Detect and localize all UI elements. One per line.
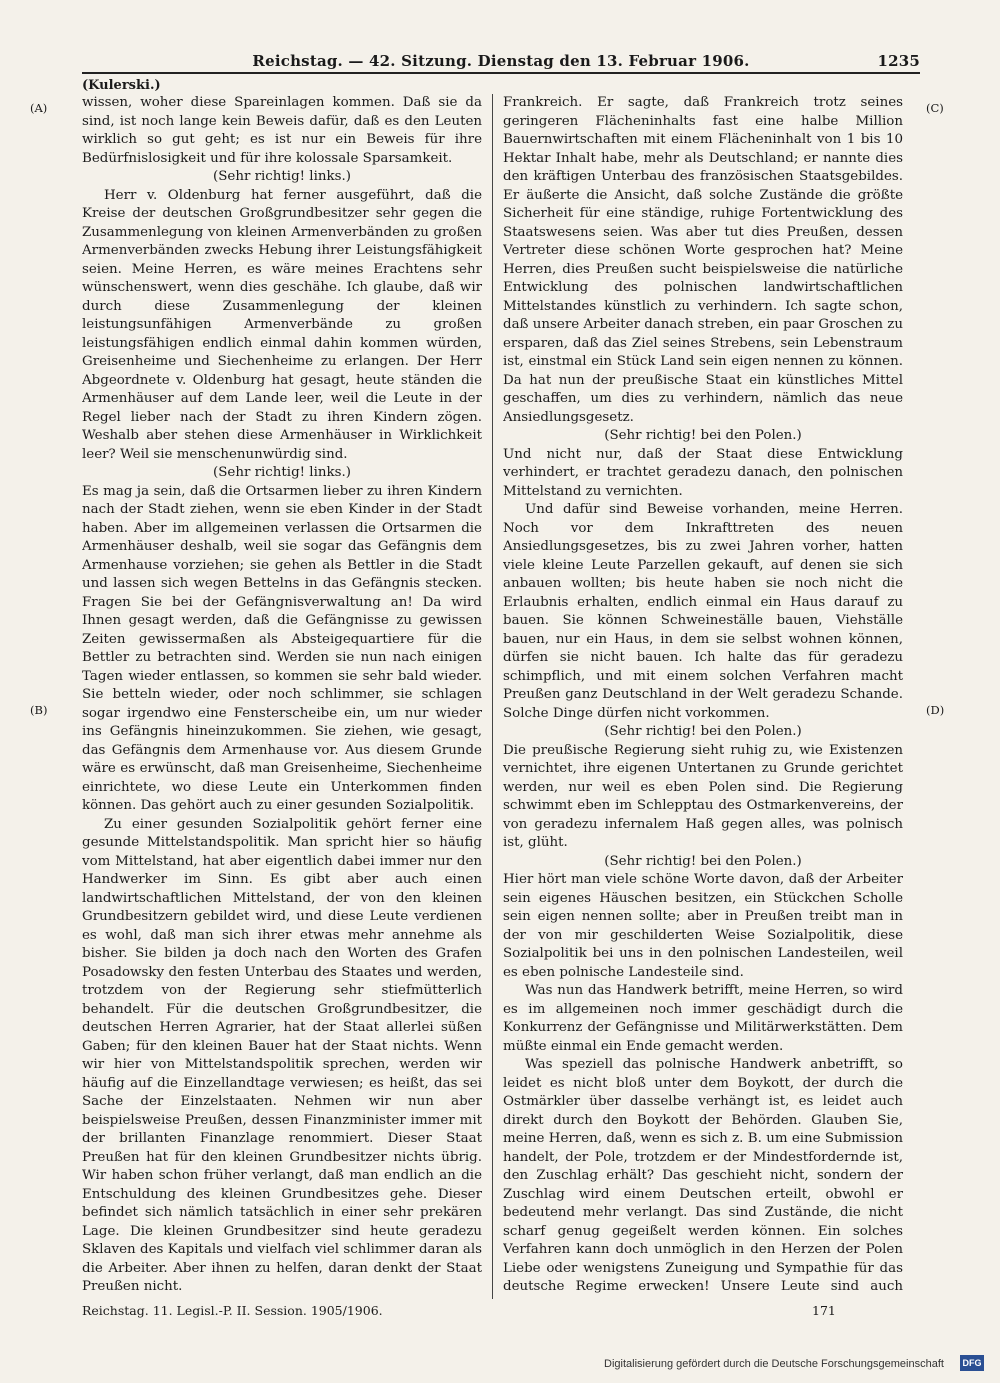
interjection: (Sehr richtig! bei den Polen.) [604,428,802,443]
interjection: (Sehr richtig! bei den Polen.) [604,724,802,739]
page-number: 1235 [877,52,920,70]
paragraph: Frankreich. Er sagte, daß Frankreich trotz seines geringeren Flächeninhalts fast eine halbe Million Bauernwirtschaften mit einem Flächeninhalt von 1 bis 10 Hektar Inhalt habe, mehr als Deutschland; er nannte dies den kräftigen Unterbau des französischen Staatsgebildes. Er äußerte die Ansicht, daß solche Zustände die größte Sicherheit für eine ständige, ruhige Fortentwicklung des Staatswesens seien. Was aber tut dies Preußen, dessen Vertreter diese schönen Worte gesprochen hat? Meine Herren, dies Preußen sucht beispielsweise die natürliche Entwicklung des polnischen landwirtschaftlichen Mittelstandes künstlich zu verhindern. Ich sagte schon, daß unsere Arbeiter danach streben, ein paar Groschen zu ersparen, daß das Ziel seines Strebens, sein Lebenstraum ist, einstmal ein Stück Land sein eigen nennen zu können. Da hat nun der preußische Staat ein künstliches Mittel geschaffen, um dies zu verhindern, nämlich das neue Ansiedlungsgesetz. [503,95,903,425]
paragraph: Was nun das Handwerk betrifft, meine Herren, so wird es im allgemeinen noch immer geschädigt durch die Konkurrenz der Gefängnisse und Militärwerkstätten. Dem müßte einmal ein Ende gemacht werden. [503,983,903,1054]
interjection: (Sehr richtig! links.) [213,465,351,480]
margin-marker-c: (C) [926,101,944,115]
paragraph: Was speziell das polnische Handwerk anbetrifft, so leidet es nicht bloß unter dem Boykott, der durch die Ostmärkler über dasselbe verhängt ist, es leidet auch direkt durch den Boykott der Behörden. Glauben Sie, meine Herren, daß, wenn es sich z. B. um eine Submission handelt, der Pole, trotzdem er der Mindestfordernde ist, den Zuschlag erhält? Das geschieht nicht, sondern der Zuschlag wird einem Deutschen erteilt, obwohl er bedeutend mehr verlangt. Das sind Zustände, die nicht scharf genug gegeißelt werden können. Ein solches Verfahren kann doch unmöglich in den Herzen der Polen Liebe oder wenigstens Zuneigung und Sympathie für das deutsche Regime erwecken! Unsere Leute sind auch [503,1057,903,1294]
right-text-column [503,94,903,1299]
speaker-name: (Kulerski.) [82,78,161,93]
digitization-note: Digitalisierung gefördert durch die Deutsche Forschungsgemeinschaft [604,1358,944,1370]
page-header [82,52,920,74]
paragraph: Die preußische Regierung sieht ruhig zu, wie Existenzen vernichtet, ihre eigenen Untertanen zu Grunde gerichtet werden, nur weil es eben Polen sind. Die Regierung schwimmt eben im Schlepptau des Ostmarkenvereins, der von geradezu infernalem Haß gegen alles, was polnisch ist, glüht. [503,742,903,850]
left-text-column [82,94,482,1299]
column-divider [492,94,493,1299]
margin-marker-a: (A) [30,101,48,115]
paragraph: Und dafür sind Beweise vorhanden, meine Herren. Noch vor dem Inkrafttreten des neuen Ansiedlungsgesetzes, bis zu zwei Jahren vorher, hatten viele kleine Leute Parzellen gekauft, auf denen sie sich anbauen wollten; bis heute haben sie noch nicht die Erlaubnis erhalten, endlich einmal ein Haus darauf zu bauen. Sie können Schweineställe bauen, Viehställe bauen, nur ein Haus, in dem sie selbst wohnen können, dürfen sie nicht bauen. Ich halte das für geradezu schimpflich, und mit einem solchen Verfahren macht Preußen ganz Deutschland in der Welt geradezu Schande. Solche Dinge dürfen nicht vorkommen. [503,502,903,721]
paragraph: Herr v. Oldenburg hat ferner ausgeführt, daß die Kreise der deutschen Großgrundbesitzer sehr gegen die Zusammenlegung von kleinen Armenverbänden zu großen Armenverbänden zwecks Hebung ihrer Leistungsfähigkeit seien. Meine Herren, es wäre meines Erachtens sehr wünschenswert, wenn dies geschähe. Ich glaube, daß wir durch diese Zusammenlegung der kleinen leistungsunfähigen Armenverbände zu großen leistungsfähigen endlich einmal dahin kommen würden, Greisenheime und Siechenheime zu erlangen. Der Herr Abgeordnete v. Oldenburg hat gesagt, heute ständen die Armenhäuser auf dem Lande leer, weil die Leute in der Regel lieber nach der Stadt zu ihren Kindern zögen. Weshalb aber stehen diese Armenhäuser in Wirklichkeit leer? Weil sie menschenunwürdig sind. [82,187,482,462]
interjection: (Sehr richtig! bei den Polen.) [604,853,802,869]
paragraph: Und nicht nur, daß der Staat diese Entwicklung verhindert, er trachtet geradezu danach, den polnischen Mittelstand zu vernichten. [503,446,903,499]
paragraph: Zu einer gesunden Sozialpolitik gehört ferner eine gesunde Mittelstandspolitik. Man spricht hier so häufig vom Mittelstand, hat aber eigentlich dabei immer nur den Handwerker im Sinn. Es gibt aber auch einen landwirtschaftlichen Mittelstand, der von den kleinen Grundbesitzern gebildet wird, und diese Leute verdienen es wohl, daß man sich ihrer etwas mehr annehme als bisher. Sie bilden ja doch nach den Worten des Grafen Posadowsky den festen Unterbau des Staates und werden, trotzdem von der Regierung sehr stiefmütterlich behandelt. Für die deutschen Großgrundbesitzer, die deutschen Herren Agrarier, hat der Staat allerlei süßen Gaben; für den kleinen Bauer hat der Staat nichts. Wenn wir hier von Mittelstandspolitik sprechen, werden wir häufig auf die Einzellandtage verwiesen; es heißt, das sei Sache der Einzelstaaten. Nehmen wir nun aber beispielsweise Preußen, dessen Finanzminister immer mit der brillanten Finanzlage renommiert. Dieser Staat Preußen hat für den kleinen Grundbesitzer nichts übrig. Wir haben schon früher verlangt, daß man endlich an die Entschuldung des kleinen Grundbesitzes gehe. Dieser befindet sich nämlich tatsächlich in einer sehr prekären Lage. Die kleinen Grundbesitzer sind heute geradezu Sklaven des Kapitals und vielfach viel schlimmer daran als die Arbeiter. Aber ihnen zu helfen, daran denkt der Staat Preußen nicht. [82,816,482,1294]
paragraph: Es mag ja sein, daß die Ortsarmen lieber zu ihren Kindern nach der Stadt ziehen, wenn sie eben Kinder in der Stadt haben. Aber im allgemeinen verlassen die Ortsarmen die Armenhäuser deshalb, weil sie sogar das Gefängnis dem Armenhause vorziehen; sie gehen als Bettler in die Stadt und lassen sich wegen Bettelns in das Gefängnis stecken. Fragen Sie bei der Gefängnisverwaltung an! Da wird Ihnen gesagt werden, daß die Gefängnisse zu gewissen Zeiten gewissermaßen als Absteigequartiere für die Bettler zu betrachten sind. Werden sie nun nach einigen Tagen wieder entlassen, so kommen sie sehr bald wieder. Sie betteln wieder, oder noch schlimmer, sie schlagen sogar irgendwo eine Fensterscheibe ein, um nur wieder ins Gefängnis hineinzukommen. Sie ziehen, wie gesagt, das Gefängnis dem Armenhause vor. Aus diesem Grunde wäre es erwünscht, daß man Greisenheime, Siechenheime einrichtete, wo diese Leute ein Unterkommen finden können. Das gehört auch zu einer gesunden Sozialpolitik. [82,483,482,813]
paragraph: wissen, woher diese Spareinlagen kommen. Daß sie da sind, ist noch lange kein Beweis dafür, daß es den Leuten wirklich so gut geht; es ist nur ein Beweis für ihre Bedürfnislosigkeit und für ihre kolossale Sparsamkeit. [82,95,482,166]
interjection [82,1297,482,1300]
dfg-logo: DFG [960,1355,984,1371]
margin-marker-b: (B) [30,703,48,717]
margin-marker-d: (D) [926,703,945,717]
footer-sheet-number: 171 [812,1303,836,1318]
paragraph: Hier hört man viele schöne Worte davon, daß der Arbeiter sein eigenes Häuschen besitzen, ein Stückchen Scholle sein eigen nennen sollte; aber in Preußen treibt man in der von mir geschilderten Weise Sozialpolitik, diese Sozialpolitik bei uns in den polnischen Landesteilen, weil es eben polnische Landesteile sind. [503,872,903,980]
header-title: Reichstag. — 42. Sitzung. Dienstag den 13. Februar 1906. [252,52,750,70]
interjection: (Sehr richtig! links.) [213,169,351,184]
footer-session-info: Reichstag. 11. Legisl.-P. II. Session. 1905/1906. [82,1303,383,1318]
